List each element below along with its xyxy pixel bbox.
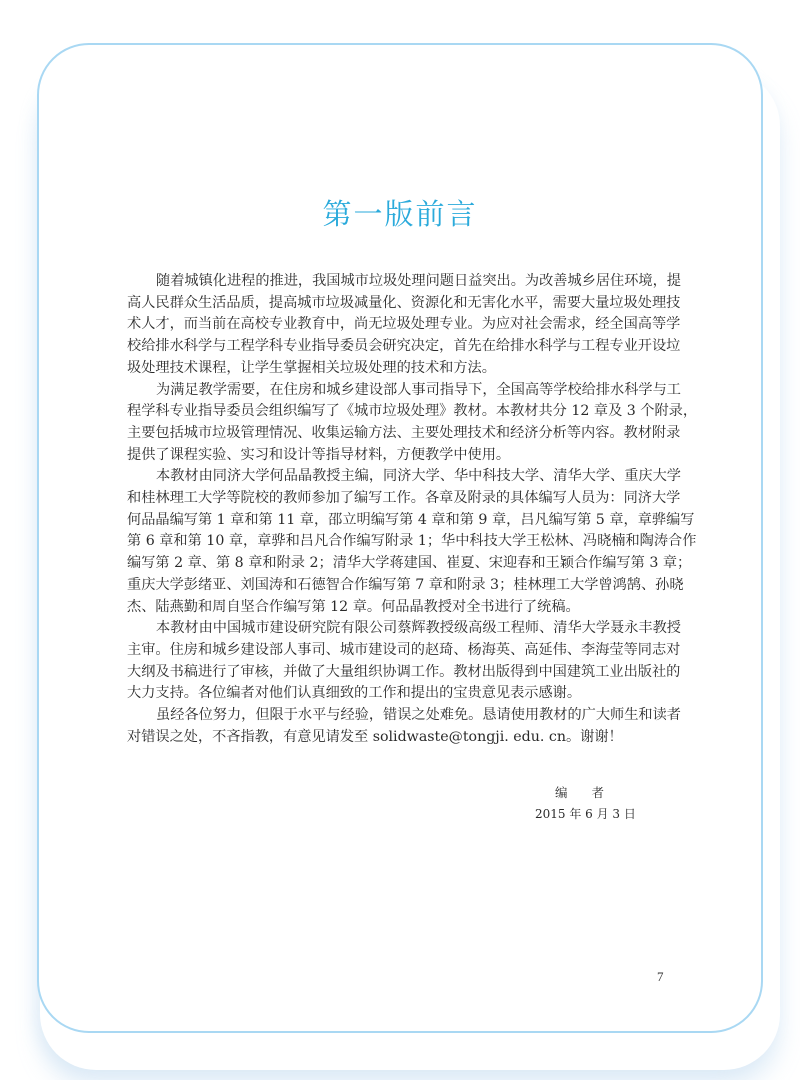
text-line: 大力支持。各位编者对他们认真细致的工作和提出的宝贵意见表示感谢。	[127, 685, 582, 702]
paragraph-3	[127, 466, 697, 618]
text-line: 大纲及书稿进行了审核，并做了大量组织协调工作。教材出版得到中国建筑工业出版社的	[127, 663, 681, 680]
text-line: 编写第 2 章、第 8 章和附录 2；清华大学蒋建国、崔夏、宋迎春和王颖合作编写第 3 章；	[127, 555, 692, 572]
preface-body	[127, 271, 698, 748]
text-line: 为满足教学需要，在住房和城乡建设部人事司指导下，全国高等学校给排水科学与工	[156, 381, 681, 398]
text-line: 杰、陆燕勤和周自坚合作编写第 12 章。何品晶教授对全书进行了统稿。	[127, 598, 580, 615]
paragraph-4	[127, 618, 679, 705]
text-line: 何品晶编写第 1 章和第 11 章，邵立明编写第 4 章和第 9 章，吕凡编写第 5 章，章骅编写	[127, 511, 695, 528]
paragraph-1	[127, 271, 679, 380]
text-line: 术人才，而当前在高校专业教育中，尚无垃圾处理专业。为应对社会需求，经全国高等学	[127, 316, 681, 333]
text-line: 虽经各位努力，但限于水平与经验，错误之处难免。恳请使用教材的广大师生和读者	[156, 707, 681, 724]
text-line: 主要包括城市垃圾管理情况、收集运输方法、主要处理技术和经济分析等内容。教材附录	[127, 424, 681, 441]
page-title: 第一版前言	[322, 197, 478, 231]
text-line: 第 6 章和第 10 章，章骅和吕凡合作编写附录 1；华中科技大学王松林、冯晓楠和陶涛合作	[127, 533, 697, 550]
text-line: 程学科专业指导委员会组织编写了《城市垃圾处理》教材。本教材共分 12 章及 3 个附录，	[127, 403, 698, 420]
text-line: 随着城镇化进程的推进，我国城市垃圾处理问题日益突出。为改善城乡居住环境，提	[156, 273, 681, 289]
text-line: 主审。住房和城乡建设部人事司、城市建设司的赵琦、杨海英、高延伟、李海莹等同志对	[127, 641, 681, 658]
preface-date: 2015 年 6 月 3 日	[535, 807, 636, 821]
text-line: 本教材由中国城市建设研究院有限公司蔡辉教授级高级工程师、清华大学聂永丰教授	[156, 620, 681, 637]
text-line: 高人民群众生活品质，提高城市垃圾减量化、资源化和无害化水平，需要大量垃圾处理技	[127, 294, 681, 311]
author-signature: 编 者	[555, 785, 614, 800]
text-line: 校给排水科学与工程学科专业指导委员会研究决定，首先在给排水科学与工程专业开设垃	[127, 338, 681, 355]
text-line: 圾处理技术课程，让学生掌握相关垃圾处理的技术和方法。	[127, 359, 496, 376]
paragraph-2	[127, 380, 698, 467]
text-line: 和桂林理工大学等院校的教师参加了编写工作。各章及附录的具体编写人员为：同济大学	[127, 490, 681, 507]
text-line: 本教材由同济大学何品晶教授主编，同济大学、华中科技大学、清华大学、重庆大学	[156, 468, 681, 485]
text-line: 重庆大学彭绪亚、刘国涛和石德智合作编写第 7 章和附录 3；桂林理工大学曾鸿鹄、孙晓	[127, 576, 684, 593]
text-line: 提供了课程实验、实习和设计等指导材料，方便教学中使用。	[127, 446, 511, 463]
paragraph-5	[127, 705, 679, 748]
text-line: 对错误之处，不吝指教，有意见请发至 solidwaste@tongji. edu. cn。谢谢！	[127, 728, 623, 745]
page-number: 7	[657, 969, 664, 984]
